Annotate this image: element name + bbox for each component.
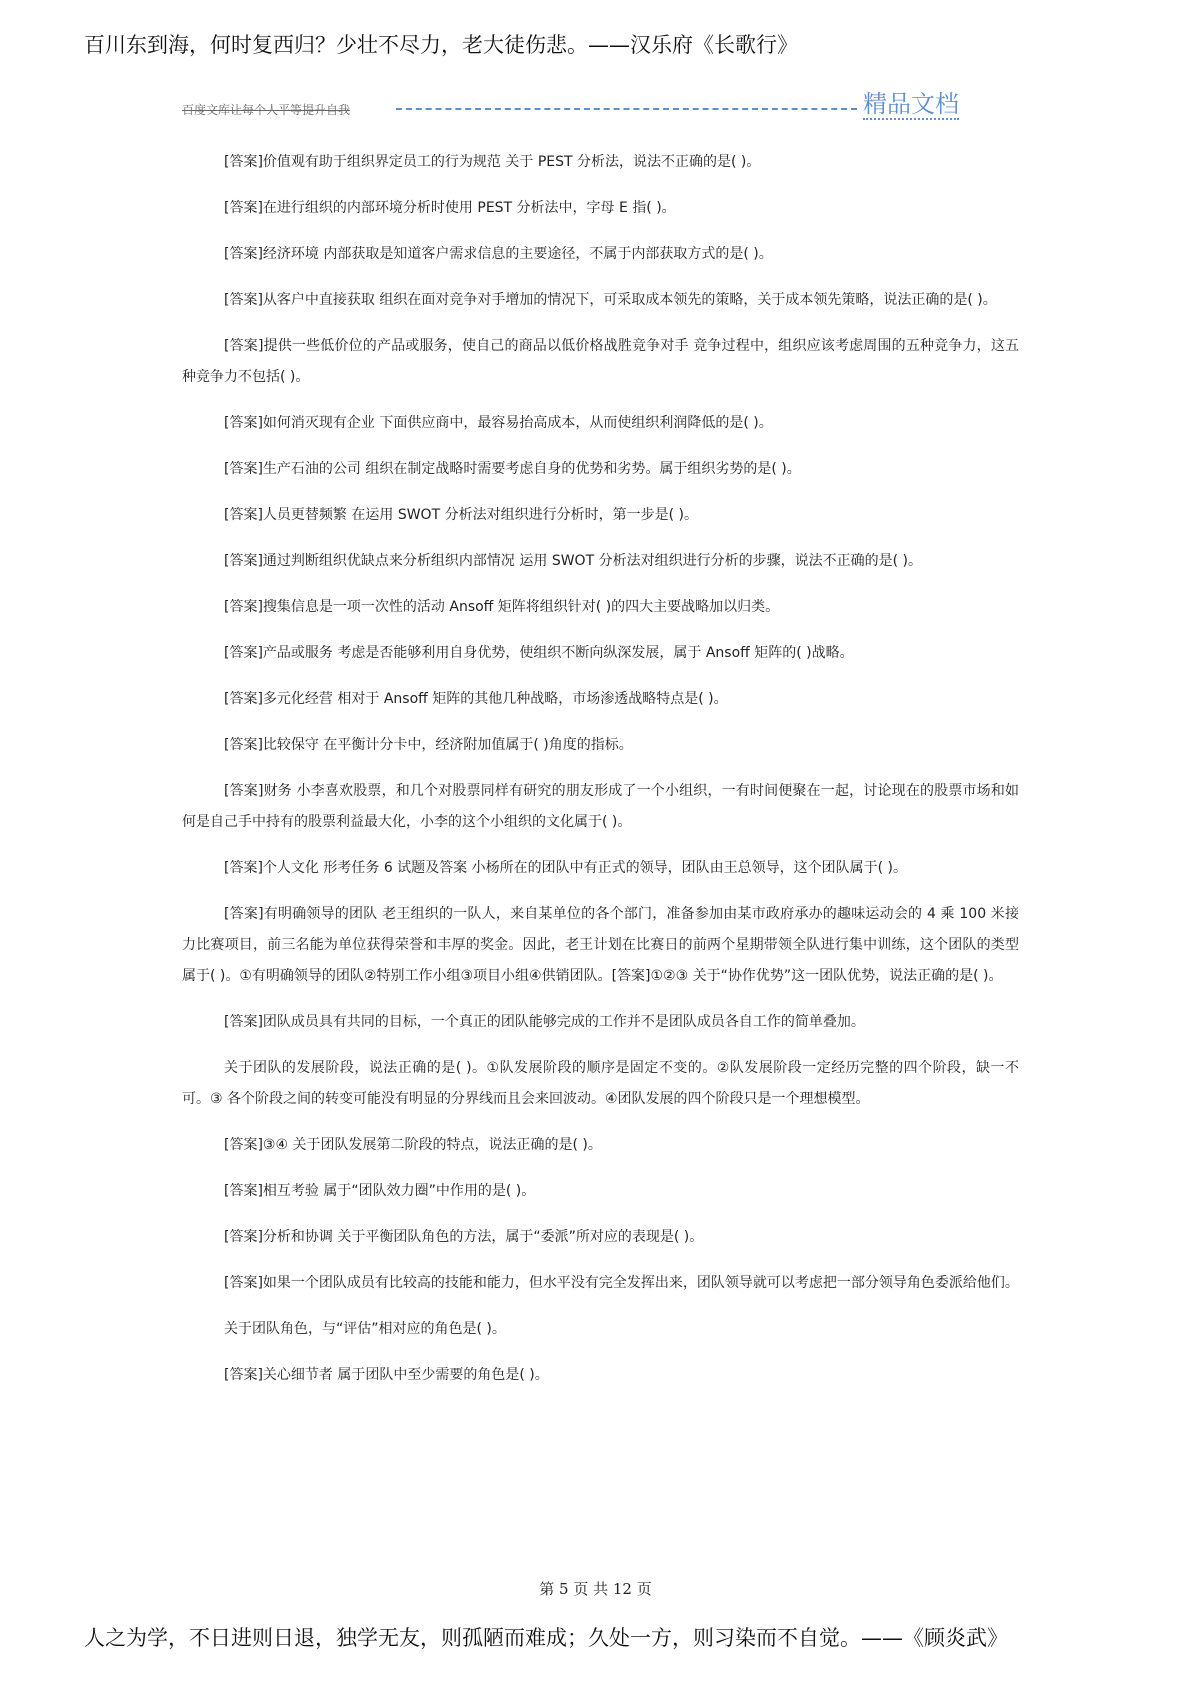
- paragraph: [答案]经济环境 内部获取是知道客户需求信息的主要途径，不属于内部获取方式的是( )。: [224, 246, 773, 262]
- paragraph: 关于团队的发展阶段，说法正确的是( )。①队发展阶段的顺序是固定不变的。②队发展阶段一定经历完整的四个阶段，缺一不可。③ 各个阶段之间的转变可能没有明显的分界线而且会来回波动。④团队发展的四个阶段只是一个理想模型。: [182, 1060, 1019, 1107]
- paragraph: [答案]③④ 关于团队发展第二阶段的特点，说法正确的是( )。: [224, 1137, 602, 1153]
- paragraph: [答案]比较保守 在平衡计分卡中，经济附加值属于( )角度的指标。: [224, 737, 633, 753]
- paragraph: [答案]搜集信息是一项一次性的活动 Ansoff 矩阵将组织针对( )的四大主要战略加以归类。: [224, 599, 780, 615]
- paragraph: [答案]提供一些低价位的产品或服务，使自己的商品以低价格战胜竞争对手 竞争过程中，组织应该考虑周围的五种竞争力，这五种竞争力不包括( )。: [182, 338, 1019, 385]
- paragraph: [答案]关心细节者 属于团队中至少需要的角色是( )。: [224, 1367, 549, 1383]
- bottom-quote: 人之为学，不日进则日退，独学无友，则孤陋而难成；久处一方，则习染而不自觉。——《顾炎武》: [84, 1626, 1008, 1650]
- paragraph: [答案]从客户中直接获取 组织在面对竞争对手增加的情况下，可采取成本领先的策略，关于成本领先策略，说法正确的是( )。: [224, 292, 997, 308]
- page-number: 第 5 页 共 12 页: [539, 1580, 652, 1598]
- paragraph: [答案]如何消灭现有企业 下面供应商中，最容易抬高成本，从而使组织利润降低的是( )。: [224, 415, 773, 431]
- paragraph: [答案]产品或服务 考虑是否能够利用自身优势，使组织不断向纵深发展，属于 Ansoff 矩阵的( )战略。: [224, 645, 854, 661]
- paragraph: [答案]通过判断组织优缺点来分析组织内部情况 运用 SWOT 分析法对组织进行分析的步骤，说法不正确的是( )。: [224, 553, 922, 569]
- paragraph: [答案]有明确领导的团队 老王组织的一队人，来自某单位的各个部门，准备参加由某市政府承办的趣味运动会的 4 乘 100 米接力比赛项目，前三名能为单位获得荣誉和丰厚的奖金。因此，老王计划在比赛日的前两个星期带领全队进行集中训练，这个团队的类型属于( )。①有明确领导的团队②特别工作小组③项目小组④供销团队。[答案]①②③ 关于“协作优势”这一团队优势，说法正确的是( )。: [182, 906, 1019, 984]
- header-dashed-rule: [396, 108, 857, 110]
- paragraph: [答案]团队成员具有共同的目标，一个真正的团队能够完成的工作并不是团队成员各自工作的简单叠加。: [224, 1014, 865, 1030]
- header-left-text: 百度文库让每个人平等提升自我: [182, 103, 351, 117]
- paragraph: [答案]财务 小李喜欢股票，和几个对股票同样有研究的朋友形成了一个小组织，一有时间便聚在一起，讨论现在的股票市场和如何是自己手中持有的股票利益最大化，小李的这个小组织的文化属于( )。: [182, 783, 1019, 830]
- header-right-text: 精品文档: [863, 90, 959, 118]
- top-quote: 百川东到海，何时复西归？少壮不尽力，老大徒伤悲。——汉乐府《长歌行》: [84, 33, 798, 57]
- paragraph: [答案]个人文化 形考任务 6 试题及答案 小杨所在的团队中有正式的领导，团队由王总领导，这个团队属于( )。: [224, 860, 908, 876]
- paragraph: [答案]生产石油的公司 组织在制定战略时需要考虑自身的优势和劣势。属于组织劣势的是( )。: [224, 461, 801, 477]
- paragraph: [答案]人员更替频繁 在运用 SWOT 分析法对组织进行分析时，第一步是( )。: [224, 507, 698, 523]
- page-header: [182, 88, 959, 122]
- paragraph: [答案]如果一个团队成员有比较高的技能和能力，但水平没有完全发挥出来，团队领导就可以考虑把一部分领导角色委派给他们。: [224, 1275, 1019, 1291]
- paragraph: 关于团队角色，与“评估”相对应的角色是( )。: [224, 1321, 506, 1337]
- paragraph: [答案]价值观有助于组织界定员工的行为规范 关于 PEST 分析法，说法不正确的是( )。: [224, 154, 761, 170]
- document-body: [182, 147, 1019, 1406]
- paragraph: [答案]分析和协调 关于平衡团队角色的方法，属于“委派”所对应的表现是( )。: [224, 1229, 704, 1245]
- paragraph: [答案]多元化经营 相对于 Ansoff 矩阵的其他几种战略，市场渗透战略特点是( )。: [224, 691, 728, 707]
- paragraph: [答案]相互考验 属于“团队效力圈”中作用的是( )。: [224, 1183, 536, 1199]
- paragraph: [答案]在进行组织的内部环境分析时使用 PEST 分析法中，字母 E 指( )。: [224, 200, 676, 216]
